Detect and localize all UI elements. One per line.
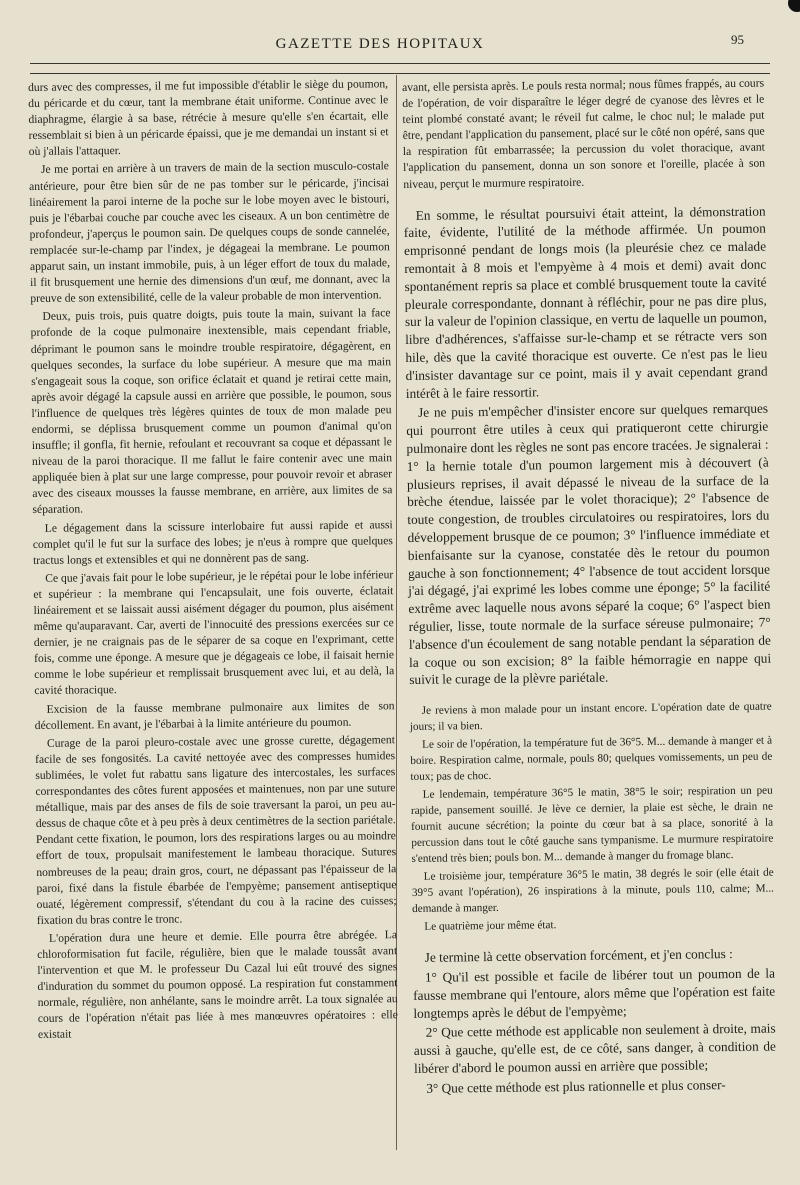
right-column (402, 76, 776, 1100)
running-title: GAZETTE DES HOPITAUX (275, 36, 485, 52)
header-rule-bottom (30, 73, 770, 74)
paragraph: Je reviens à mon malade pour un instant encore. L'opération date de quatre jours; il va bien. (409, 700, 772, 734)
paragraph: Le lendemain, température 36°5 le matin, 38°5 le soir; respiration un peu rapide, pansement souillé. Je lève ce dernier, la plaie est sèche, le drain ne fournit aucune sécrétion; la pointe du cœur bat à sa place, sonorité à la percussion dans tout le côté gauche sans tympanisme. Le murmure respiratoire s'entend très bien; pouls bon. M... demande à manger du fromage blanc. (410, 784, 774, 866)
paragraph: Excision de la fausse membrane pulmonaire aux limites de son décollement. En avant, je l'ébarbai à la limite antérieure du poumon. (34, 698, 395, 732)
paragraph: L'opération dura une heure et demie. Elle pourra être abrégée. La chloroformisation fut facile, régulière, bien que le malade toussât avant l'intervention et que M. le professeur Du Cazal lui eût trouvé des signes d'induration du sommet du poumon opposé. La respiration fut constamment normale, régulière, non anhélante, sans le moindre arrêt. La toux signalée au cours de l'opération n'était pas liée à mes manœuvres opératoires : elle existait (37, 928, 398, 1042)
paragraph: Je me portai en arrière à un travers de main de la section musculo-costale antérieure, pour être bien sûr de ne pas tomber sur le péricarde, j'incisai linéairement la paroi interne de la poche sur le lobe moyen avec le bistouri, puis je l'ébarbai couche par couche avec les ciseaux. A un bon centimètre de profondeur, j'aperçus le poumon sain. De quelques coups de sonde cannelée, remplacée sur-le-champ par l'index, je dégageai la membrane. Le poumon apparut sain, un instant immobile, puis, à un léger effort de toux du malade, il fit brusquement une hernie des dimensions d'un œuf, me donnant, avec la preuve de son extensibilité, celle de la valeur probable de mon intervention. (29, 159, 391, 306)
paragraph: 3° Que cette méthode est plus rationnelle et plus conser- (426, 1076, 726, 1096)
paragraph: 1° Qu'il est possible et facile de libérer tout un poumon de la fausse membrane qui l'entoure, alors même que l'opération est faite longtemps après le début de l'empyème; (413, 965, 776, 1021)
paragraph: Je termine là cette observation forcément, et j'en conclus : (424, 946, 733, 965)
header-rule-top (30, 63, 770, 64)
paragraph: En somme, le résultat poursuivi était atteint, la démonstration faite, évidente, l'utilité de la méthode affirmée. Un poumon emprisonné pendant de longs mois (la pleurésie chez ce malade remontait à 8 mois et l'empyème à 4 mois et demi) avait donc spontanément repris sa place et comblé brusquement toute la cavité pleurale correspondante, donnant à réfléchir, pour ne pas dire plus, sur la valeur de l'opinion classique, en vertu de laquelle un poumon, libre d'adhérences, s'affaisse sur-le-champ et se rétracte vers son hile, dès que la cavité thoracique est ouverte. Ce n'est pas le lieu d'insister davantage sur ce point, mais il y avait cependant grand intérêt à le faire ressortir. (403, 203, 768, 401)
paragraph: Ce que j'avais fait pour le lobe supérieur, je le répétai pour le lobe inférieur et supérieur : la membrane qui l'encapsulait, une fois ouverte, éclatait linéairement et se laissait aussi aisément dégager du poumon, plus aisément même qu'auparavant. Car, averti de l'innocuité des pressions exercées sur ce dernier, je ne craignais pas de le séparer de sa coque en l'exprimant, cette fois, comme une éponge. A mesure que je dégageais ce lobe, il faisait hernie comme le lobe supérieur et remplissait brusquement avec lui, et au delà, la cavité thoracique. (33, 568, 395, 698)
paragraph: Le troisième jour, température 36°5 le matin, 38 degrés le soir (elle était de 39°5 avant l'opération), 26 inspirations à la minute, pouls 110, calme; M... demande à manger. (411, 866, 774, 916)
page-number: 95 (731, 32, 744, 47)
paragraph: Le soir de l'opération, la température fut de 36°5. M... demande à manger et à boire. Respiration calme, normale, pouls 80; quelques vomissements, un peu de toux; pas de choc. (410, 734, 773, 784)
paragraph: durs avec des compresses, il me fut impossible d'établir le siège du poumon, du péricarde et du cœur, tant la membrane était uniforme. Continue avec le diaphragme, élargie à sa base, rétrécie à mesure qu'elle s'en écartait, elle ressemblait si bien à un péricarde épaissi, que je me demandai un instant si et où j'allais l'attaquer. (28, 77, 389, 159)
left-column (28, 76, 398, 1045)
paragraph: Deux, puis trois, puis quatre doigts, puis toute la main, suivant la face profonde de la coque pulmonaire inextensible, mais cependant friable, déprimant le poumon sans le moindre trouble respiratoire, dégagèrent, en quelques secondes, la surface du lobe supérieur. A mesure que ma main s'engageait sous la coque, son orifice éclatait et quand je retirai cette main, après avoir dégagé la capsule aussi en arrière que possible, le poumon, sous l'influence de quelques très légères quintes de toux de mon malade peu endormi, se déplissa brusquement comme un poumon d'animal qu'on insuffle; il gonfla, fit hernie, refoulant et recouvrant sa coque et dépassant le niveau de la paroi thoracique. Il me fallut le faire contenir avec une main appliquée bien à plat sur une large compresse, pour pouvoir revoir et abraser avec des ciseaux mousses la fausse membrane, en arrière, aux limites de sa séparation. (30, 306, 393, 517)
paragraph: Curage de la paroi pleuro-costale avec une grosse curette, dégagement facile de ses fongosités. La cavité nettoyée avec des compresses humides sublimées, le volet fut rabattu sans ligature des intercostales, les surfaces correspondantes des côtes furent apposées et maintenues, non par une suture métallique, mais par des anses de fils de soie traversant la paroi, un peu au-dessus de chaque côte et à peu près à deux centimètres de la section pariétale. Pendant cette fixation, le poumon, lors des respirations larges ou au moindre effort de toux, propulsait manifestement le lambeau thoracique. Sutures nombreuses de la peau; drain gros, court, ne dépassant pas l'épaisseur de la paroi, fixé dans la fistule ébarbée de l'empyème; pansement antiseptique ouaté, légèrement compressif, s'étendant du cou à la racine des cuisses; fixation du bras contre le tronc. (35, 732, 397, 927)
paragraph: Je ne puis m'empêcher d'insister encore sur quelques remarques qui pourront être utiles à ceux qui pratiqueront cette chirurgie pulmonaire dont les règles ne sont pas encore tracées. Je signalerai : 1° la hernie totale d'un poumon largement mis à découvert (à plusieurs reprises, il avait dépassé le niveau de la surface de la brèche étendue, laissée par le volet thoracique); 2° l'absence de toute congestion, de troubles circulatoires ou respiratoires, lors du développement brusque de ce poumon; 3° l'influence immédiate et bienfaisante sur la cyanose, constatée dès le retour du poumon gauche à son fonctionnement; 4° l'absence de tout accident lorsque j'ai dégagé, j'ai exprimé les lobes comme une éponge; 5° la facilité extrême avec laquelle nous avons séparé la coque; 6° l'aspect bien régulier, lisse, toute normale de la surface séreuse pulmonaire; 7° l'absence d'un écoulement de sang notable pendant la séparation de la coque ou son excision; 8° la faible hémorragie en nappe qui suivit le curage de la plèvre pariétale. (406, 400, 772, 688)
corner-punch-hole (788, 0, 800, 12)
paragraph: Le dégagement dans la scissure interlobaire fut aussi rapide et aussi complet qu'il le fut sur la surface des lobes; je n'eus à rompre que quelques tractus longs et extensibles et qui ne donnèrent pas de sang. (32, 517, 393, 567)
paragraph: Le quatrième jour même état. (424, 919, 557, 933)
page-header (0, 32, 800, 58)
paragraph: 2° Que cette méthode est applicable non seulement à droite, mais aussi à gauche, qu'elle est, de ce côté, sans danger, à condition de libérer d'abord le poumon aussi en arrière que possible; (413, 1020, 776, 1076)
paragraph: avant, elle persista après. Le pouls resta normal; nous fûmes frappés, au cours de l'opération, de voir disparaître le léger degré de cyanose des lèvres et le teint plombé constaté avant; le réveil fut calme, le choc nul; le malade put être, pendant l'application du pansement, placé sur le côté non opéré, sans que la respiration fût embarrassée; la percussion du volet thoracique, avant l'application du pansement, donna un son sonore et l'oreille, placée à son niveau, perçut le murmure respiratoire. (402, 76, 766, 191)
